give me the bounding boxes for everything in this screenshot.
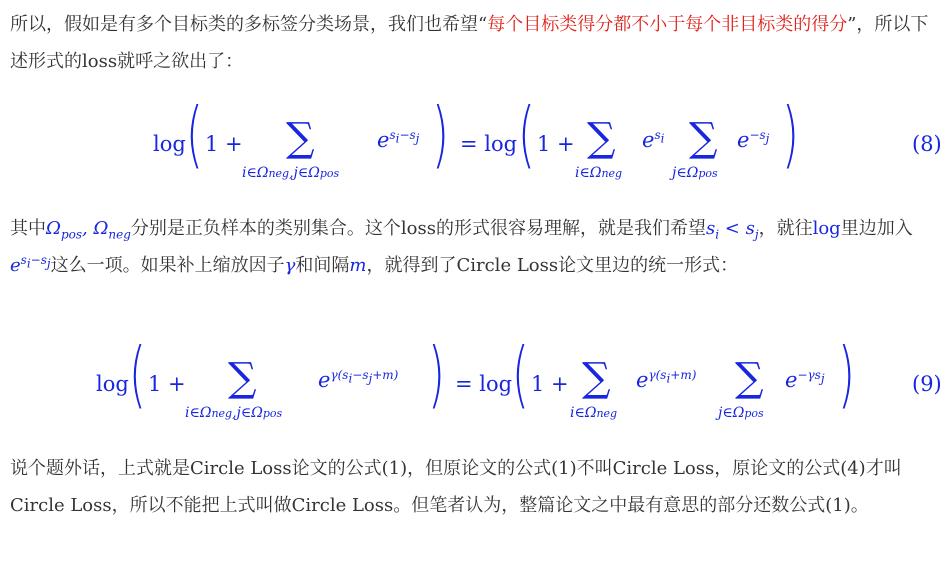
sum-symbol: ∑ <box>735 355 764 401</box>
exponential: $e^{-\gamma s_j}$ <box>785 368 825 392</box>
exponential: $e^{\gamma(s_i+m)}$ <box>636 368 697 392</box>
one-plus: 1 + <box>205 132 243 156</box>
sum-index: i∈Ωneg <box>570 405 618 421</box>
sum-index: i∈Ωneg,j∈Ωpos <box>242 165 340 181</box>
left-paren: ( <box>186 92 203 176</box>
sum-index: j∈Ωpos <box>718 405 764 421</box>
paragraph-explanation: 其中$\Omega_{pos}$, $\Omega_{neg}$分别是正负样本的类别集合。这个loss的形式很容易理解，就是我们希望$s_i < s_j$，就往log里边加入$e^{s_i-s_j}$这么一项。如果补上缩放因子γ和间隔m，就得到了Circle Loss论文里边的统一形式： <box>10 218 913 276</box>
left-paren: ( <box>129 332 146 416</box>
one-plus: 1 + <box>537 132 575 156</box>
log-operator: log <box>96 372 129 396</box>
exponential: $e^{s_i-s_j}$ <box>377 128 420 152</box>
equals-log: = log <box>460 132 518 156</box>
sum-symbol: ∑ <box>689 115 718 161</box>
one-plus: 1 + <box>148 372 186 396</box>
equation-9 <box>0 332 952 428</box>
right-paren: ) <box>782 92 799 176</box>
right-paren: ) <box>432 92 449 176</box>
exponential: $e^{\gamma(s_i-s_j+m)}$ <box>318 368 399 392</box>
paragraph-aside: 说个题外话，上式就是Circle Loss论文的公式(1)，但原论文的公式(1)不叫Circle Loss，原论文的公式(4)才叫Circle Loss，所以不能把上式叫做Circle Loss。但笔者认为，整篇论文之中最有意思的部分还数公式(1)。 <box>10 458 902 516</box>
highlighted-text: 每个目标类得分都不小于每个非目标类的得分 <box>487 14 848 35</box>
sum-symbol: ∑ <box>587 115 616 161</box>
equation-number: (8) <box>912 132 942 156</box>
right-paren: ) <box>428 332 445 416</box>
sum-symbol: ∑ <box>228 355 257 401</box>
equation-8 <box>0 92 952 188</box>
intro-text: 所以，假如是有多个目标类的多标签分类场景，我们也希望“ <box>10 14 488 35</box>
sum-symbol: ∑ <box>582 355 611 401</box>
sum-index: i∈Ωneg <box>575 165 623 181</box>
one-plus: 1 + <box>531 372 569 396</box>
equals-log: = log <box>455 372 513 396</box>
sum-index: i∈Ωneg,j∈Ωpos <box>185 405 283 421</box>
log-operator: log <box>153 132 186 156</box>
left-paren: ( <box>518 92 535 176</box>
sum-index: j∈Ωpos <box>672 165 718 181</box>
exponential: $e^{-s_j}$ <box>737 128 770 152</box>
left-paren: ( <box>512 332 529 416</box>
right-paren: ) <box>838 332 855 416</box>
equation-number: (9) <box>912 372 942 396</box>
paragraph-intro <box>10 6 940 80</box>
sum-symbol: ∑ <box>286 115 315 161</box>
exponential: $e^{s_i}$ <box>642 128 665 152</box>
intro-text-end: ”，所以下述形式的loss就呼之欲出了： <box>10 14 929 72</box>
